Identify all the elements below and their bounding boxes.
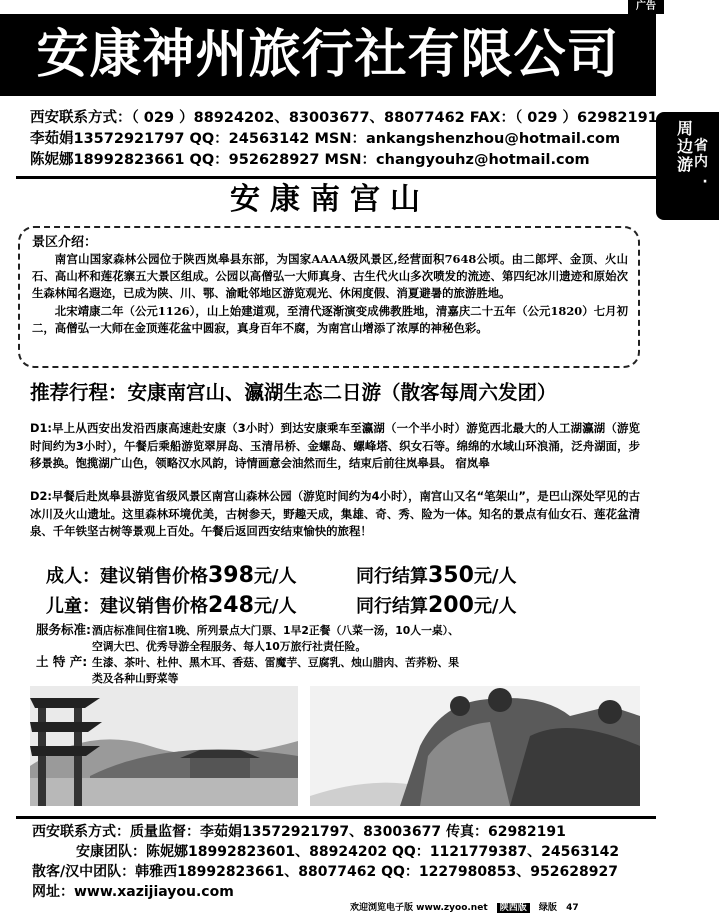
- price-unit: 元/人: [253, 596, 297, 617]
- intro-box: [18, 226, 640, 368]
- service-label: 服务标准:: [36, 622, 91, 637]
- contact-line: 西安联系方式：（ 029 ）88924202、83003677、88077462 FAX：（ 029 ）62982191: [30, 110, 658, 126]
- peer-label: 同行结算: [356, 596, 428, 617]
- price-adult-row: [46, 562, 517, 591]
- price-value: 398: [208, 563, 254, 588]
- website-line: 网址：www.xazijiayou.com: [32, 884, 234, 900]
- contacts-top: [30, 108, 658, 171]
- contact-line: 西安联系方式：质量监督：李茹娟13572921797、83003677 传真：62982191: [32, 824, 566, 840]
- contact-line: 散客/汉中团队：韩雅西18992823661、88077462 QQ：1227980853、952628927: [32, 864, 618, 880]
- service-standard: [36, 622, 596, 655]
- price-unit: 元/人: [473, 566, 517, 587]
- page-number: 47: [566, 903, 579, 913]
- price-unit: 元/人: [473, 596, 517, 617]
- peer-value: 200: [428, 593, 474, 618]
- pagoda-lake-photo: [30, 686, 298, 806]
- side-tab-dot: ·: [702, 174, 708, 190]
- ad-tag: 广告: [628, 0, 664, 14]
- local-specialty: [36, 654, 596, 687]
- divider: [16, 176, 656, 179]
- footer-welcome: 欢迎浏览电子版 www.zyoo.net: [350, 903, 488, 913]
- itinerary-day-1: D1:早上从西安出发沿西康高速赴安康（3小时）到达安康乘车至瀛湖（一个半小时）游览西北最大的人工湖瀛湖（游览时间约为3小时），午餐后乘船游览翠屏岛、玉清吊桥、金螺岛、螺峰塔、织女石等。绵绵的水域山环浪涌，泛舟湖面，步移景换。饱揽湖广山色，领略汉水风韵，诗情画意会油然而生，结束后前往岚皋县。 宿岚皋: [30, 421, 640, 470]
- itinerary-day-2: D2:早餐后赴岚皋县游览省级风景区南宫山森林公园（游览时间约为4小时），南宫山又名“笔架山”，是巴山深处罕见的古冰川及火山遗址。这里森林环境优美，古树参天，野趣天成，集雄、奇、秀、险为一体。知名的景点有仙女石、莲花盆清泉、千年铁坚古树等景观上百处。午餐后返回西安结束愉快的旅程！: [30, 489, 640, 538]
- contacts-bottom: [32, 822, 619, 902]
- divider: [16, 816, 656, 819]
- side-category-tab[interactable]: [656, 112, 719, 220]
- intro-label: 景区介绍：: [32, 235, 98, 250]
- mountain-peak-photo: [310, 686, 640, 806]
- peer-label: 同行结算: [356, 566, 428, 587]
- side-tab-line2: 省内: [694, 138, 708, 170]
- contact-line: 李茹娟13572921797 QQ：24563142 MSN：ankangshenzhou@hotmail.com: [30, 131, 621, 147]
- service-text: 空调大巴、优秀导游全程服务、每人10万旅行社责任险。: [92, 640, 367, 653]
- specialty-text: 类及各种山野菜等: [92, 672, 179, 685]
- contact-line: 安康团队：陈妮娜18992823601、88924202 QQ：1121779387、24563142: [76, 844, 620, 860]
- price-value: 248: [208, 593, 254, 618]
- price-unit: 元/人: [253, 566, 297, 587]
- destination-title: 安康南宫山: [230, 182, 430, 217]
- peer-value: 350: [428, 563, 474, 588]
- service-text: 酒店标准间住宿1晚、所列景点大门票、1早2正餐（八菜一汤，10人一桌）、: [92, 624, 459, 637]
- price-child-row: [46, 592, 517, 621]
- specialty-label: 土 特 产:: [36, 654, 88, 669]
- page-footer: [350, 902, 585, 915]
- price-label: 成人：建议销售价格: [46, 566, 208, 587]
- intro-paragraph: 南宫山国家森林公园位于陕西岚皋县东部，为国家AAAA级风景区,经营面积7648公顷。由二郎坪、金顶、火山石、高山杯和莲花寨五大景区组成。公园以高僧弘一大师真身、古生代火山多次喷发的流迹、第四纪冰川遗迹和原始次生森林闻名遐迩，已成为陕、川、鄂、渝毗邻地区游览观光、休闲度假、消夏避暑的旅游胜地。: [32, 252, 628, 301]
- price-label: 儿童：建议销售价格: [46, 596, 208, 617]
- side-tab-line1: 周边游: [676, 119, 693, 174]
- footer-section: 绿版: [538, 903, 557, 913]
- specialty-text: 生漆、茶叶、杜仲、黑木耳、香菇、雷魔芋、豆腐乳、烛山腊肉、苦荞粉、果: [92, 656, 460, 669]
- company-banner: 安康神州旅行社有限公司: [0, 14, 656, 96]
- intro-paragraph: 北宋靖康二年（公元1126），山上始建道观，至清代逐渐演变成佛教胜地，清嘉庆二十五年（公元1820）七月初二，高僧弘一大师在金顶莲花盆中圆寂，真身百年不腐，为南宫山增添了浓厚的神秘色彩。: [32, 303, 628, 335]
- contact-line: 陈妮娜18992823661 QQ：952628927 MSN：changyouhz@hotmail.com: [30, 152, 590, 168]
- footer-edition: 陕西版: [497, 903, 530, 913]
- itinerary-heading: 推荐行程：安康南宫山、瀛湖生态二日游（散客每周六发团）: [30, 381, 557, 404]
